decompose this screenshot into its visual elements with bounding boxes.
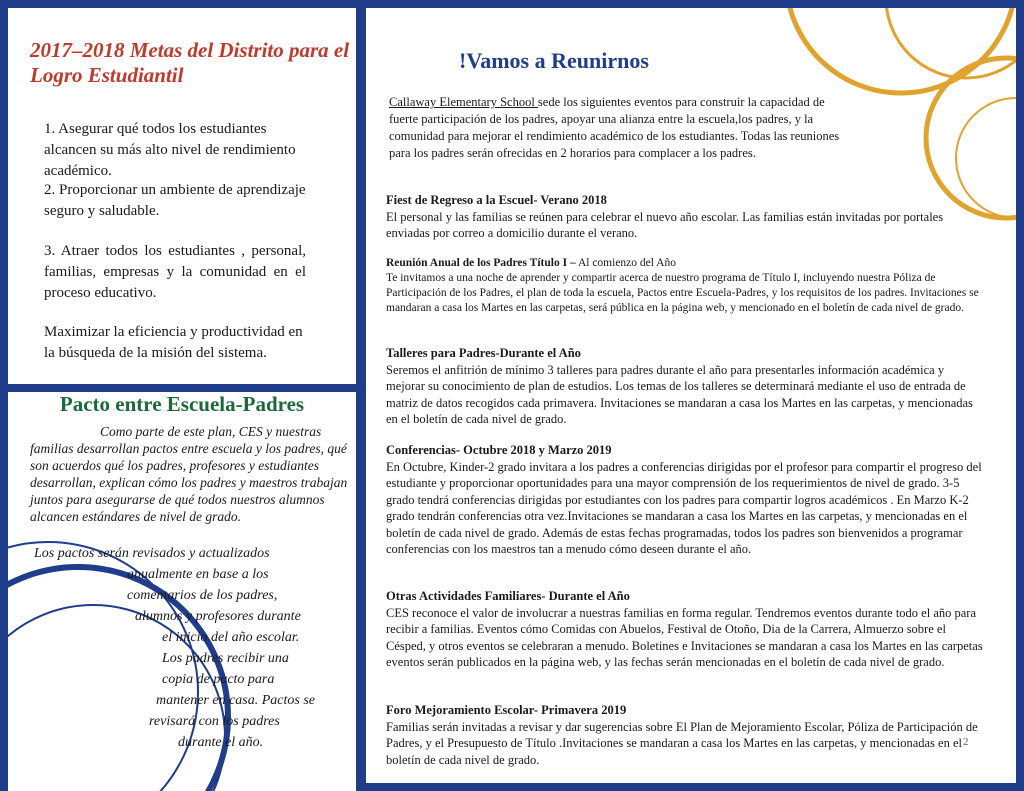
event-title: Fiest de Regreso a la Escuel- Verano 2018 [386, 193, 607, 207]
pact-line: copia de pacto para [162, 672, 275, 687]
pact-body: nuestras familias desarrollan pactos entre escuela y los padres, qué son acuerdos qué los padres, profesores y estudiantes desarrollan, explican cómo los padres y maestros trabajan juntos para asegurarse de qué todos nuestros alumnos alcancen estándares de nivel de grado. [30, 424, 348, 524]
school-name: Callaway Elementary School [389, 95, 538, 109]
event-body: El personal y las familias se reúnen para celebrar el nuevo año escolar. Las familias están invitadas por portales enviadas por correo a domicilio durante el verano. [386, 209, 944, 240]
event-title: Otras Actividades Familiares- Durante el Año [386, 589, 630, 603]
pact-line: durante el año. [178, 735, 264, 750]
goal-1: 1. Asegurar qué todos los estudiantes alcancen su más alto nivel de rendimiento académico. [44, 121, 296, 179]
pact-lead: Como parte de este plan, CES y [100, 424, 273, 439]
goals-title: 2017–2018 Metas del Distrito para el Logro Estudiantil [30, 38, 350, 87]
event-conferences [386, 442, 984, 558]
pact-line: Los padres recibir una [162, 651, 289, 666]
intro-paragraph [389, 94, 844, 162]
event-title-one-annual-meeting [386, 256, 984, 316]
event-family-activities [386, 588, 984, 671]
frame-right-bar [1016, 0, 1024, 791]
event-title: Foro Mejoramiento Escolar- Primavera 2019 [386, 703, 627, 717]
goal-4: Maximizar la eficiencia y productividad en la búsqueda de la misión del sistema. [44, 324, 303, 361]
goal-2: 2. Proporcionar un ambiente de aprendizaje seguro y saludable. [44, 182, 306, 219]
pact-line: revisará con los padres [149, 714, 280, 729]
pact-line: comentarios de los padres, [127, 588, 278, 603]
pact-line: el inicio del año escolar. [162, 630, 300, 645]
meetings-panel [366, 8, 1016, 783]
frame-right-bottom-bar [360, 783, 1024, 791]
pact-paragraph [30, 423, 348, 525]
pact-title: Pacto entre Escuela-Padres [59, 392, 305, 416]
intro-text: sede los siguientes eventos para construir la capacidad de fuerte participación de los padres, apoyar una alianza entre la escuela,los padres, y la comunidad para mejorar el rendimiento académico de los estudiantes. Todas las reuniones para los padres serán ofrecidas en 2 horarios para complacer a los padres. [389, 95, 840, 160]
pact-line: Los pactos serán revisados y actualizados [34, 546, 270, 561]
event-body: CES reconoce el valor de involucrar a nuestras familias en forma regular. Tendremos eventos durante todo el año para recibir a familias. Eventos cómo Comidas con Abuelos, Festival de Otoño, Dia de la Carrera, Almuerzo sobre el Césped, y otros eventos se celebraran a menudo. Boletines e Invitaciones se mandaran a casa los Martes en las carpetas eventos serán publicados en la página web, y las fechas serán mencionadas en el boletín de cada nivel de grado. [386, 605, 983, 669]
event-body: Te invitamos a una noche de aprender y compartir acerca de nuestro programa de Título I, incluyendo nuestra Póliza de Participación de los Padres, el plan de toda la escuela, Pactos entre Escuela-Padres, y los requisitos de los padres. Invitaciones se mandaran a casa los Martes en las carpetas, será pública en la página web, y mencionado en el boletín de cada nivel de grado. [386, 272, 979, 314]
event-title: Talleres para Padres-Durante el Año [386, 346, 581, 360]
event-parent-workshops [386, 345, 984, 428]
school-parent-pact-panel [8, 392, 356, 791]
meetings-title: !Vamos a Reunirnos [459, 48, 649, 73]
pact-line: mantener en casa. Pactos se [156, 693, 316, 708]
event-title: Reunión Anual de los Padres Título I – [386, 257, 576, 269]
page-number: 2 [963, 736, 969, 748]
frame-center-divider [356, 0, 366, 791]
event-body: En Octubre, Kinder-2 grado invitara a los padres a conferencias dirigidas por el profesor para compartir el progreso del estudiante y proporcionar oportunidades para una mayor comprensión de los requerimientos de nivel de grado. 3-5 grado tendrá conferencias dirigidas por estudiantes con los padres para compartir logros académicos . En Marzo K-2 grado tendrán conferencias otra vez.Invitaciones se mandaran a casa los Martes en las carpetas, y mencionadas en el boletín de cada nivel de grado. Además de estas fechas programadas, todos los padres son bienvenidos a programar conferencias con los maestros tan a menudo cómo deseen durante el año. [386, 459, 982, 556]
frame-left-horizontal-divider [0, 384, 360, 392]
pact-line: anualmente en base a los [127, 567, 269, 582]
event-school-improvement-forum [386, 702, 984, 768]
event-title: Conferencias- Octubre 2018 y Marzo 2019 [386, 443, 612, 457]
event-body: Seremos el anfitrión de mínimo 3 talleres para padres durante el año para presentarles información académica y mejorar su conocimiento de plan de estudios. Los temas de los talleres se determinará mediante el uso de entrada de matriz de datos recogidos cada primavera. Invitaciones se mandaran a casa los Martes en las carpetas, y mencionadas en el boletín de cada nivel de grado. [386, 362, 973, 426]
event-body: Familias serán invitadas a revisar y dar sugerencias sobre El Plan de Mejoramiento Escolar, Póliza de Participación de Padres, y el Presupuesto de Título .Invitaciones se mandaran a casa los Martes en las carpetas, y mencionadas en el boletín de cada nivel de grado. [386, 719, 978, 767]
event-back-to-school [386, 192, 984, 242]
pact-line: alumnos y profesores durante [135, 609, 301, 624]
goal-3: 3. Atraer todos los estudiantes , personal, familias, empresas y la comunidad en el proceso educativo. [44, 243, 306, 301]
frame-left-bar [0, 0, 8, 791]
frame-top-bar [0, 0, 1024, 8]
district-goals-panel [8, 8, 356, 384]
event-subtitle: Al comienzo del Año [575, 257, 676, 269]
